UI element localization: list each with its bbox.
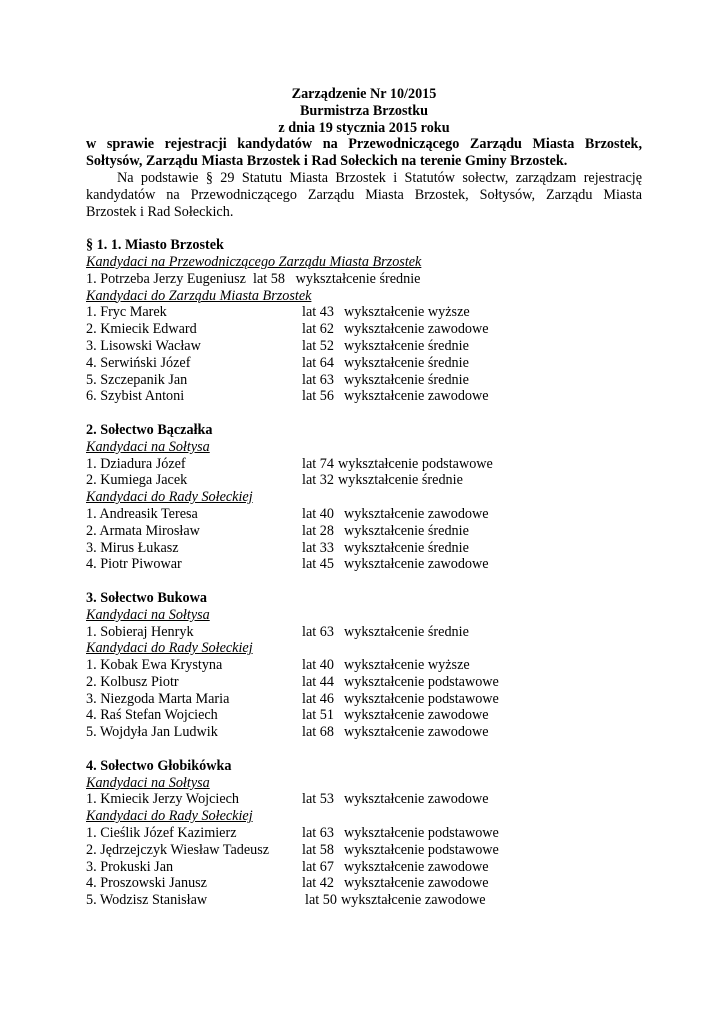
candidate-name: 1. Andreasik Teresa	[86, 505, 198, 522]
candidate-age: lat 28	[302, 522, 334, 539]
candidate-education: wykształcenie średnie	[344, 371, 469, 388]
candidate-row	[86, 472, 642, 489]
subsection-label: Kandydaci na Sołtysa	[86, 774, 210, 791]
candidate-education: wykształcenie wyższe	[344, 304, 470, 321]
candidate-row	[86, 724, 642, 741]
candidate-name: 4. Proszowski Janusz	[86, 875, 207, 892]
candidate-age: lat 44	[302, 673, 334, 690]
candidate-age: lat 67	[302, 858, 334, 875]
candidate-row	[86, 338, 642, 355]
candidate-age: lat 40	[302, 657, 334, 674]
candidate-row	[86, 657, 642, 674]
candidate-education: wykształcenie podstawowe	[344, 690, 499, 707]
section-globikowka	[86, 758, 642, 909]
subsection-label: Kandydaci na Przewodniczącego Zarządu Miasta Brzostek	[86, 253, 422, 270]
candidate-education: wykształcenie średnie	[344, 354, 469, 371]
candidate-age: lat 56	[302, 388, 334, 405]
candidate-age: lat 62	[302, 321, 334, 338]
document-subject-line-1: w sprawie rejestracji kandydatów na Przewodniczącego Zarządu Miasta Brzostek,	[86, 136, 642, 153]
document-date: z dnia 19 stycznia 2015 roku	[278, 119, 450, 136]
candidate-age: lat 46	[302, 690, 334, 707]
candidate-age: lat 63	[302, 371, 334, 388]
candidate-education: wykształcenie podstawowe	[338, 455, 493, 472]
candidate-row	[86, 372, 642, 389]
section-heading: 2. Sołectwo Bączałka	[86, 421, 213, 438]
candidate-name: 1. Kobak Ewa Krystyna	[86, 657, 223, 674]
document-title: Zarządzenie Nr 10/2015	[291, 86, 437, 102]
candidate-name: 1. Fryc Marek	[86, 304, 167, 321]
candidate-education: wykształcenie podstawowe	[344, 825, 499, 842]
candidate-age: lat 52	[302, 337, 334, 354]
candidate-name: 2. Kolbusz Piotr	[86, 673, 179, 690]
candidate-education: wykształcenie średnie	[344, 337, 469, 354]
candidate-age: lat 43	[302, 304, 334, 321]
candidate-name: 2. Jędrzejczyk Wiesław Tadeusz	[86, 841, 270, 858]
document-issuer: Burmistrza Brzostku	[299, 102, 429, 119]
spacer	[86, 573, 642, 590]
candidate-row	[86, 321, 642, 338]
candidate-row	[86, 842, 642, 859]
candidate-education: wykształcenie zawodowe	[344, 505, 489, 522]
candidate-row	[86, 355, 642, 372]
candidate-row	[86, 892, 642, 909]
section-heading: 3. Sołectwo Bukowa	[86, 589, 207, 606]
candidate-row	[86, 859, 642, 876]
candidate-row	[86, 523, 642, 540]
candidate-education: wykształcenie zawodowe	[344, 707, 489, 724]
candidate-age: lat 51	[302, 707, 334, 724]
candidate-education: wykształcenie średnie	[344, 539, 469, 556]
subsection-label: Kandydaci na Sołtysa	[86, 606, 210, 623]
section-baczalka	[86, 422, 642, 573]
candidate-age: lat 33	[302, 539, 334, 556]
candidate-name: 5. Szczepanik Jan	[86, 371, 188, 388]
candidate-row	[86, 456, 642, 473]
document-subject-line-2: Sołtysów, Zarządu Miasta Brzostek i Rad Sołeckich na terenie Gminy Brzostek.	[86, 153, 568, 170]
candidate-education: wykształcenie wyższe	[344, 657, 470, 674]
candidate-education: wykształcenie średnie	[338, 472, 463, 489]
candidate-row	[86, 506, 642, 523]
candidate-age: lat 74	[302, 455, 334, 472]
candidate-education: wykształcenie średnie	[344, 623, 469, 640]
candidate-row	[86, 388, 642, 405]
spacer	[86, 741, 642, 758]
subsection-label: Kandydaci do Rady Sołeckiej	[86, 489, 253, 506]
candidate-name: 3. Prokuski Jan	[86, 858, 174, 875]
candidate-name: 1. Sobieraj Henryk	[86, 623, 194, 640]
candidate-row	[86, 556, 642, 573]
candidate-name: 5. Wojdyła Jan Ludwik	[86, 724, 218, 741]
subsection-label: Kandydaci do Rady Sołeckiej	[86, 640, 253, 657]
candidate-name: 3. Lisowski Wacław	[86, 337, 201, 354]
candidate-age: lat 32	[302, 472, 334, 489]
candidate-name: 6. Szybist Antoni	[86, 388, 185, 405]
candidate-row	[86, 540, 642, 557]
candidate-age: lat 40	[302, 505, 334, 522]
candidate-row	[86, 791, 642, 808]
candidate-entry: 1. Potrzeba Jerzy Eugeniusz lat 58 wykształcenie średnie	[86, 270, 421, 287]
intro-line-1: Na podstawie § 29 Statutu Miasta Brzostek i Statutów sołectw, zarządzam rejestrację	[117, 169, 642, 186]
candidate-list	[86, 304, 642, 405]
candidate-row	[86, 707, 642, 724]
subsection-label: Kandydaci do Rady Sołeckiej	[86, 808, 253, 825]
candidate-education: wykształcenie zawodowe	[344, 556, 489, 573]
candidate-age: lat 53	[302, 791, 334, 808]
candidate-age: lat 50	[305, 892, 337, 909]
intro-line-2: kandydatów na Przewodniczącego Zarządu Miasta Brzostek, Sołtysów, Zarządu Miasta	[86, 186, 642, 203]
spacer	[86, 220, 642, 237]
subsection-label: Kandydaci na Sołtysa	[86, 438, 210, 455]
candidate-name: 2. Kmiecik Edward	[86, 321, 197, 338]
candidate-education: wykształcenie zawodowe	[341, 892, 486, 909]
candidate-name: 1. Kmiecik Jerzy Wojciech	[86, 791, 240, 808]
candidate-education: wykształcenie zawodowe	[344, 875, 489, 892]
candidate-row	[86, 674, 642, 691]
candidate-row	[86, 624, 642, 641]
candidate-name: 2. Armata Mirosław	[86, 522, 200, 539]
candidate-name: 4. Piotr Piwowar	[86, 556, 182, 573]
candidate-education: wykształcenie podstawowe	[344, 673, 499, 690]
candidate-education: wykształcenie zawodowe	[344, 791, 489, 808]
candidate-education: wykształcenie średnie	[344, 522, 469, 539]
candidate-row	[86, 304, 642, 321]
section-bukowa	[86, 590, 642, 741]
candidate-education: wykształcenie podstawowe	[344, 841, 499, 858]
section-heading: § 1. 1. Miasto Brzostek	[86, 237, 224, 254]
intro-line-3: Brzostek i Rad Sołeckich.	[86, 203, 234, 220]
candidate-age: lat 45	[302, 556, 334, 573]
candidate-education: wykształcenie zawodowe	[344, 321, 489, 338]
candidate-name: 1. Dziadura Józef	[86, 455, 186, 472]
candidate-name: 3. Mirus Łukasz	[86, 539, 179, 556]
candidate-education: wykształcenie zawodowe	[344, 724, 489, 741]
candidate-row	[86, 875, 642, 892]
candidate-name: 2. Kumiega Jacek	[86, 472, 188, 489]
candidate-name: 1. Cieślik Józef Kazimierz	[86, 825, 237, 842]
candidate-age: lat 64	[302, 354, 334, 371]
candidate-row	[86, 691, 642, 708]
candidate-education: wykształcenie zawodowe	[344, 388, 489, 405]
candidate-age: lat 58	[302, 841, 334, 858]
candidate-age: lat 68	[302, 724, 334, 741]
candidate-age: lat 42	[302, 875, 334, 892]
candidate-age: lat 63	[302, 825, 334, 842]
candidate-name: 4. Serwiński Józef	[86, 354, 191, 371]
spacer	[86, 405, 642, 422]
candidate-name: 3. Niezgoda Marta Maria	[86, 690, 230, 707]
candidate-row	[86, 825, 642, 842]
candidate-education: wykształcenie zawodowe	[344, 858, 489, 875]
subsection-label: Kandydaci do Zarządu Miasta Brzostek	[86, 287, 312, 304]
section-miasto-brzostek	[86, 237, 642, 405]
candidate-age: lat 63	[302, 623, 334, 640]
section-heading: 4. Sołectwo Głobikówka	[86, 757, 232, 774]
document-page	[86, 86, 642, 909]
candidate-name: 4. Raś Stefan Wojciech	[86, 707, 218, 724]
candidate-name: 5. Wodzisz Stanisław	[86, 892, 208, 909]
